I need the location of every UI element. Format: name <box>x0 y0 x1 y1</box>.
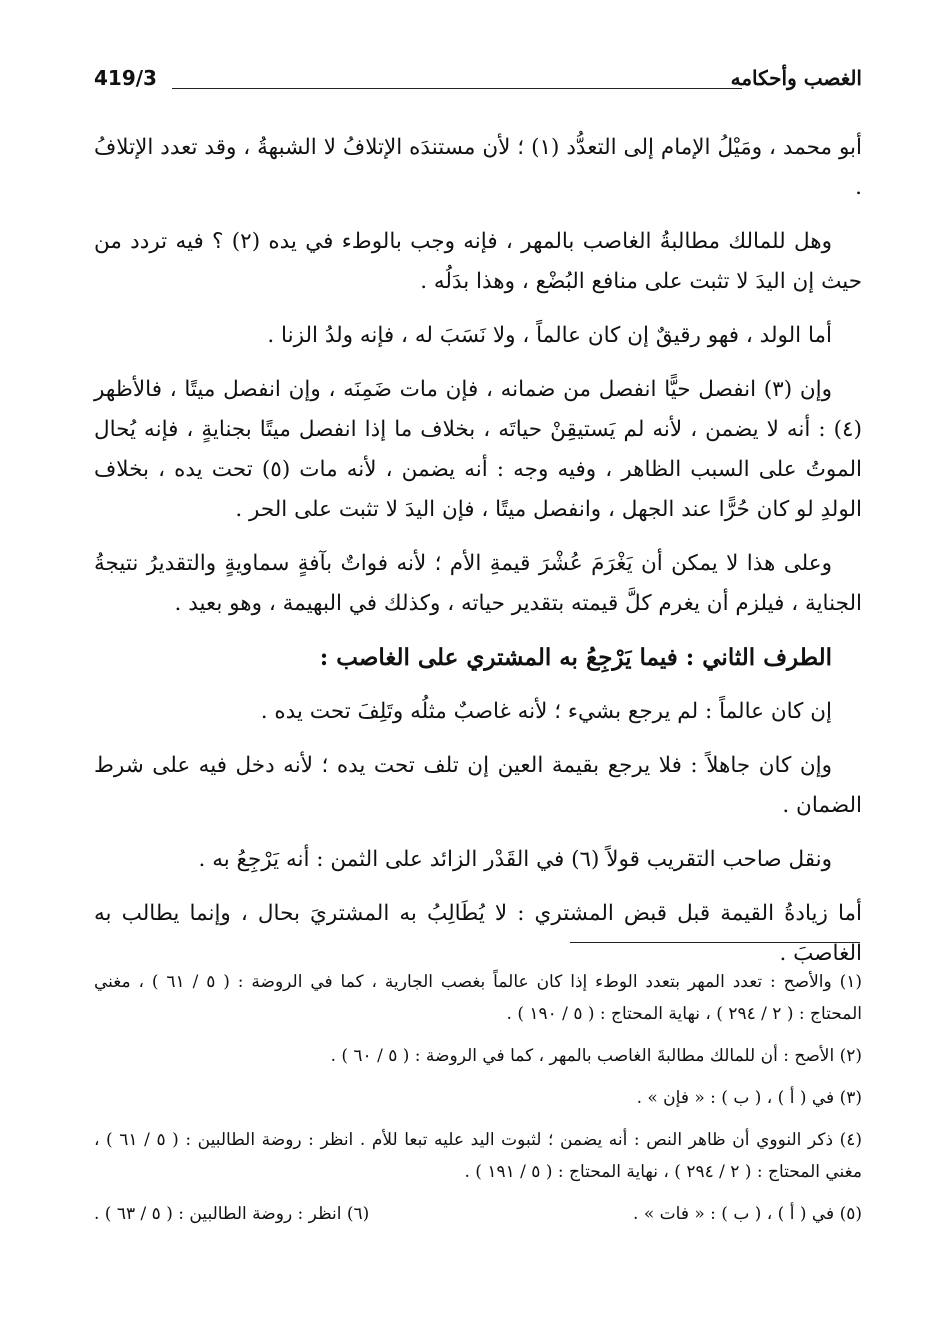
paragraph: أبو محمد ، ومَيْلُ الإمام إلى التعدُّد (١) ؛ لأن مستندَه الإتلافُ لا الشبهةُ ، وقد تعدد الإتلافُ . <box>94 135 863 200</box>
footnote: (١) والأصح : تعدد المهر بتعدد الوطء إذا كان عالماً بغصب الجارية ، كما في الروضة : ( ٥ / ٦١ ) ، مغني المحتاج : ( ٢ / ٢٩٤ ) ، نهاية المحتاج : ( ٥ / ١٩٠ ) . <box>94 972 863 1024</box>
footnote-separator <box>570 942 860 943</box>
paragraph: أما زيادةُ القيمة قبل قبض المشتري : لا يُطَالِبُ به المشتريَ بحال ، وإنما يطالب به الغاصبَ . <box>94 901 862 966</box>
section-heading: الطرف الثاني : فيما يَرْجِعُ به المشتري على الغاصب : <box>319 644 832 671</box>
paragraph: وهل للمالك مطالبةُ الغاصب بالمهر ، فإنه وجب بالوطء في يده (٢) ؟ فيه تردد من حيث إن اليدَ لا تثبت على منافع البُضْع ، وهذا بدَلُه . <box>94 229 862 294</box>
main-text <box>94 128 862 988</box>
footnote: (٤) ذكر النووي أن ظاهر النص : أنه يضمن ؛ لثبوت اليد عليه تبعا للأم . انظر : روضة الطالبين : ( ٥ / ٦١ ) ، مغني المحتاج : ( ٢ / ٢٩٤ ) ، نهاية المحتاج : ( ٥ / ١٩١ ) . <box>94 1130 863 1182</box>
chapter-title: الغصب وأحكامه <box>730 66 862 90</box>
header-rule <box>172 88 742 89</box>
running-header <box>94 66 862 100</box>
paragraph: وإن كان جاهلاً : فلا يرجع بقيمة العين إن تلف تحت يده ؛ لأنه دخل فيه على شرط الضمان . <box>94 753 862 818</box>
footnote-row <box>94 1198 862 1230</box>
footnote: (٢) الأصح : أن للمالك مطالبةَ الغاصب بالمهر ، كما في الروضة : ( ٥ / ٦٠ ) . <box>330 1046 862 1066</box>
footnotes <box>94 966 862 1230</box>
paragraph: وإن (٣) انفصل حيًّا انفصل من ضمانه ، فإن مات ضَمِنَه ، وإن انفصل ميتًا ، فالأظهر (٤) : أنه لا يضمن ، لأنه لم يَستيقِنْ حياتَه ، بخلاف ما إذا انفصل ميتًا بجنايةٍ ، فإنه يُحال الموتُ على السبب الظاهر ، وفيه وجه : أنه يضمن ، لأنه مات (٥) تحت يده ، بخلاف الولدِ لو كان حُرًّا عند الجهل ، وانفصل ميتًا ، فإن اليدَ لا تثبت على الحر . <box>94 377 862 522</box>
page-number: 419/3 <box>94 66 157 90</box>
paragraph: إن كان عالماً : لم يرجع بشيء ؛ لأنه غاصبٌ مثلُه وتَلِفَ تحت يده . <box>260 699 832 724</box>
footnote: (٦) انظر : روضة الطالبين : ( ٥ / ٦٣ ) . <box>94 1204 370 1224</box>
footnote: (٥) في ( أ ) ، ( ب ) : « فات » . <box>633 1204 862 1224</box>
footnote: (٣) في ( أ ) ، ( ب ) : « فإن » . <box>636 1088 862 1108</box>
paragraph: وعلى هذا لا يمكن أن يَغْرَمَ عُشْرَ قيمةِ الأم ؛ لأنه فواتٌ بآفةٍ سماويةٍ والتقديرُ نتيجةُ الجناية ، فيلزم أن يغرم كلَّ قيمته بتقدير حياته ، وكذلك في البهيمة ، وهو بعيد . <box>94 551 862 616</box>
paragraph: ونقل صاحب التقريب قولاً (٦) في القَدْر الزائد على الثمن : أنه يَرْجِعُ به . <box>198 847 832 872</box>
paragraph: أما الولد ، فهو رقيقٌ إن كان عالماً ، ولا نَسَبَ له ، فإنه ولدُ الزنا . <box>267 323 832 348</box>
